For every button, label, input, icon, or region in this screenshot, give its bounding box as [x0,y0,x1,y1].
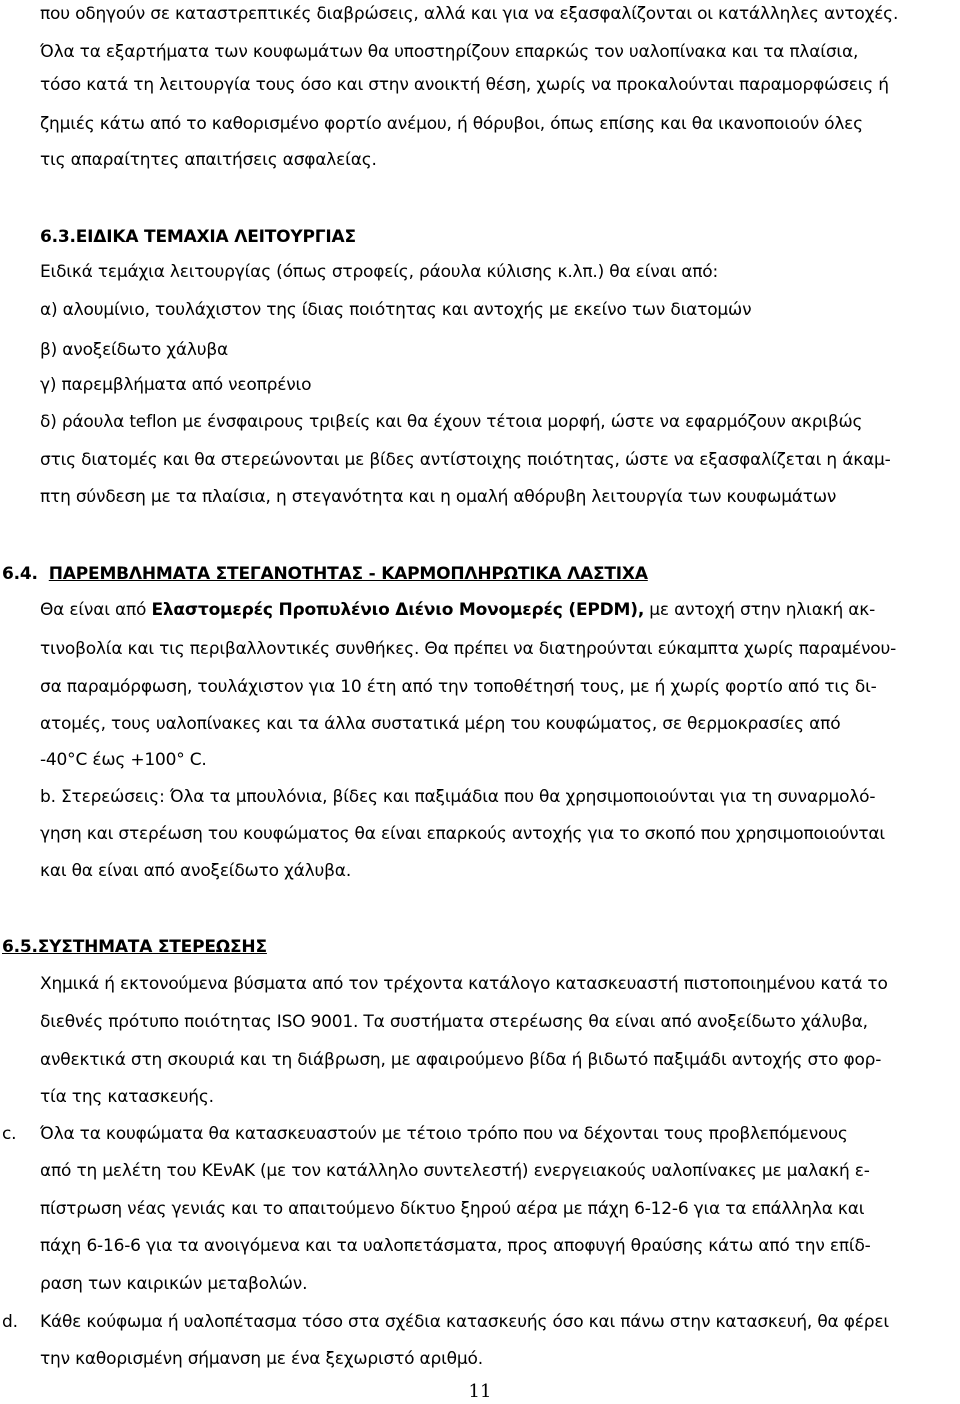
s63-line-5: δ) ράουλα teflon με ένσφαιρους τριβείς και θα έχουν τέτοια μορφή, ώστε να εφαρμόζουν ακριβώς [40,412,863,432]
intro-line-2: Όλα τα εξαρτήματα των κουφωμάτων θα υποστηρίζουν επαρκώς τον υαλοπίνακα και τα πλαίσια, [40,42,859,62]
s65-line-2: διεθνές πρότυπο ποιότητας ISO 9001. Τα συστήματα στερέωσης θα είναι από ανοξείδωτο χάλυβα, [40,1012,868,1032]
epdm-material: Ελαστομερές Προπυλένιο Διένιο Μονομερές (EPDM), [151,600,645,620]
s65-line-4: τία της κατασκευής. [40,1087,214,1107]
section-6-4-number: 6.4. [2,564,38,584]
intro-line-1: που οδηγούν σε καταστρεπτικές διαβρώσεις, αλλά και για να εξασφαλίζονται οι κατάλληλες αντοχές. [40,4,899,24]
s63-line-3: β) ανοξείδωτο χάλυβα [40,340,229,360]
s65-c-line-1: Όλα τα κουφώματα θα κατασκευαστούν με τέτοιο τρόπο που να δέχονται τους προβλεπόμενους [40,1124,848,1144]
s65-line-1: Χημικά ή εκτονούμενα βύσματα από τον τρέχοντα κατάλογο κατασκευαστή πιστοποιημένου κατά το [40,974,888,994]
section-6-3-heading: 6.3.ΕΙΔΙΚΑ ΤΕΜΑΧΙΑ ΛΕΙΤΟΥΡΓΙΑΣ [40,227,356,247]
b-marker: b. [40,787,56,807]
section-6-5-heading [2,935,267,959]
s64-b-line-2: γηση και στερέωση του κουφώματος θα είναι επαρκούς αντοχής για το σκοπό που χρησιμοποιούνται [40,824,885,844]
s64-line-1 [40,598,875,622]
s64-line-4: ατομές, τους υαλοπίνακες και τα άλλα συστατικά μέρη του κουφώματος, σε θερμοκρασίες από [40,714,841,734]
s63-line-7: πτη σύνδεση με τα πλαίσια, η στεγανότητα και η ομαλή αθόρυβη λειτουργία των κουφωμάτων [40,487,837,507]
intro-line-5: τις απαραίτητες απαιτήσεις ασφαλείας. [40,150,377,170]
section-6-5-title: 6.5.ΣΥΣΤΗΜΑΤΑ ΣΤΕΡΕΩΣΗΣ [2,937,267,957]
s64-line-3: σα παραμόρφωση, τουλάχιστον για 10 έτη από την τοποθέτησή τους, με ή χωρίς φορτίο από τις δι- [40,677,877,697]
s64-line-1-prefix: Θα είναι από [40,600,152,620]
c-marker: c. [2,1124,17,1144]
s65-d-line-2: την καθορισμένη σήμανση με ένα ξεχωριστό αριθμό. [40,1349,483,1369]
s65-c-line-4: πάχη 6-16-6 για τα ανοιγόμενα και τα υαλοπετάσματα, προς αποφυγή θραύσης κάτω από την επίδ- [40,1236,871,1256]
intro-line-3: τόσο κατά τη λειτουργία τους όσο και στην ανοικτή θέση, χωρίς να προκαλούνται παραμορφώσεις ή [40,75,889,95]
s63-line-1: Ειδικά τεμάχια λειτουργίας (όπως στροφείς, ράουλα κύλισης κ.λπ.) θα είναι από: [40,262,719,282]
section-6-4-title: ΠΑΡΕΜΒΛΗΜΑΤΑ ΣΤΕΓΑΝΟΤΗΤΑΣ - ΚΑΡΜΟΠΛΗΡΩΤΙΚΑ ΛΑΣΤΙΧΑ [48,564,648,584]
b-text-1: Στερεώσεις: Όλα τα μπουλόνια, βίδες και παξιμάδια που θα χρησιμοποιούνται για τη συναρμολό- [61,787,876,807]
s63-line-4: γ) παρεμβλήματα από νεοπρένιο [40,375,312,395]
d-marker: d. [2,1312,18,1332]
s64-line-5: -40°C έως +100° C. [40,750,207,770]
s65-d-line-1: Κάθε κούφωμα ή υαλοπέτασμα τόσο στα σχέδια κατασκευής όσο και πάνω στην κατασκευή, θα φέρει [40,1312,889,1332]
s64-b-line-3: και θα είναι από ανοξείδωτο χάλυβα. [40,861,352,881]
s63-line-6: στις διατομές και θα στερεώνονται με βίδες αντίστοιχης ποιότητας, ώστε να εξασφαλίζεται η άκαμ- [40,450,891,470]
s65-line-3: ανθεκτικά στη σκουριά και τη διάβρωση, με αφαιρούμενο βίδα ή βιδωτό παξιμάδι αντοχής στο φορ- [40,1050,882,1070]
s64-line-1-suffix: με αντοχή στην ηλιακή ακ- [644,600,876,620]
intro-line-4: ζημιές κάτω από το καθορισμένο φορτίο ανέμου, ή θόρυβοι, όπως επίσης και θα ικανοποιούν όλες [40,114,863,134]
s65-c-line-2: από τη μελέτη του ΚΕνΑΚ (με τον κατάλληλο συντελεστή) ενεργειακούς υαλοπίνακες με μαλακή ε- [40,1161,870,1181]
s65-c-line-3: πίστρωση νέας γενιάς και το απαιτούμενο δίκτυο ξηρού αέρα με πάχη 6-12-6 για τα επάλληλα και [40,1199,865,1219]
s64-b-line-1 [40,785,875,809]
s63-line-2: α) αλουμίνιο, τουλάχιστον της ίδιας ποιότητας και αντοχής με εκείνο των διατομών [40,300,752,320]
section-6-4-heading [2,562,648,586]
s65-c-line-5: ραση των καιρικών μεταβολών. [40,1274,308,1294]
page-number: 11 [468,1381,492,1402]
s64-line-2: τινοβολία και τις περιβαλλοντικές συνθήκες. Θα πρέπει να διατηρούνται εύκαμπτα χωρίς παραμένου- [40,639,897,659]
